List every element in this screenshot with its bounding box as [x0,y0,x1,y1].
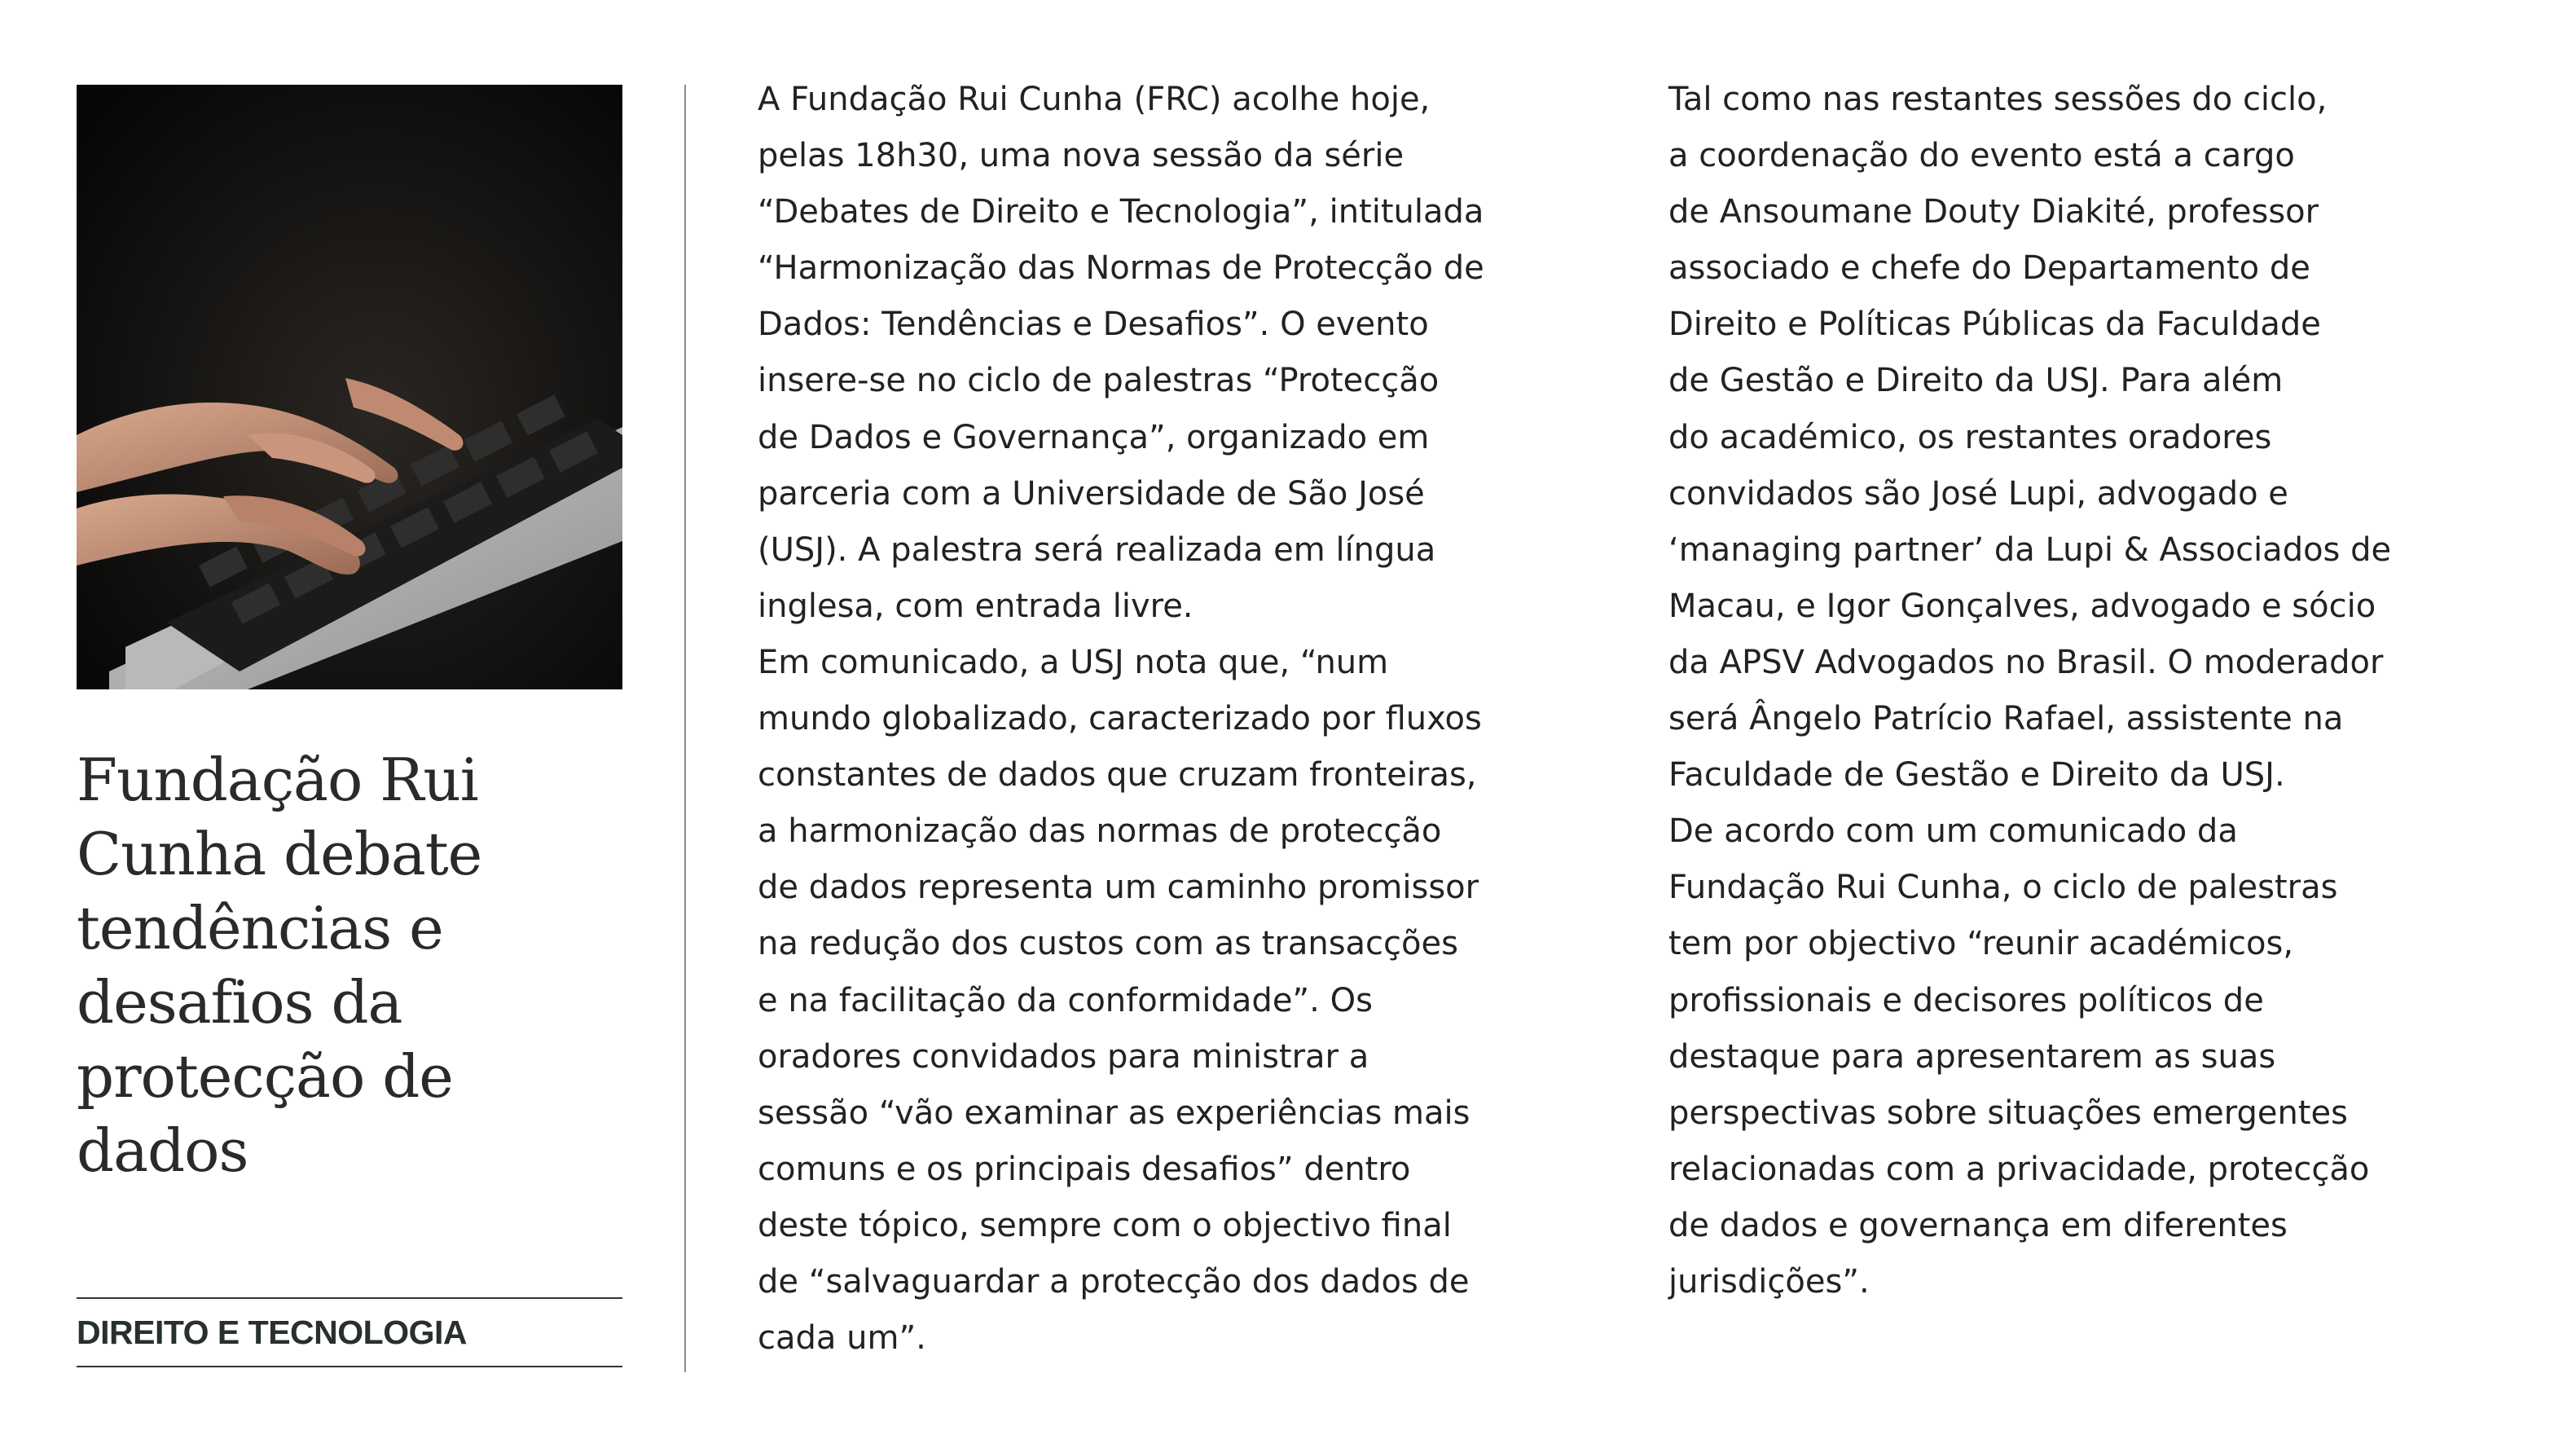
headline-line: de dados [77,1042,453,1185]
text-line: da APSV Advogados no Brasil. O moderador [1668,643,2384,681]
paragraph [1668,803,2391,1310]
text-line: de Dados e Governança”, organizado em [758,418,1430,456]
text-line: destaque para apresentarem as suas [1668,1037,2276,1076]
text-line: convidados são José Lupi, advogado e [1668,474,2288,513]
text-line: “Harmonização das Normas de Protecção de [758,249,1484,288]
text-line: parceria com a Universidade de São José [758,474,1425,513]
text-line: inglesa, com entrada livre. [758,587,1193,625]
text-line: perspectivas sobre situações emergentes [1668,1094,2348,1132]
headline [77,743,598,1188]
text-line: mundo globalizado, caracterizado por fluxos [758,700,1482,738]
text-line: associado e chefe do Departamento de [1668,249,2310,288]
text-line: será Ângelo Patrício Rafael, assistente na [1668,700,2344,738]
paragraph [758,635,1484,1367]
body-column-2 [758,72,1484,1367]
headline-line: tendências [77,894,392,962]
text-line: na redução dos custos com as transacções [758,925,1458,963]
text-line: ‘managing partner’ da Lupi & Associados de [1668,530,2392,569]
text-line: deste tópico, sempre com o objectivo final [758,1206,1452,1244]
text-line: Macau, e Igor Gonçalves, advogado e sócio [1668,587,2376,625]
text-line: Tal como nas restantes sessões do ciclo, [1668,81,2328,118]
text-line: A Fundação Rui Cunha (FRC) acolhe hoje, [758,81,1431,118]
headline-line: debate [284,820,482,888]
paragraph [758,72,1484,635]
section-label: DIREITO E TECNOLOGIA [77,1314,467,1351]
column-divider [684,85,686,1372]
text-line: de dados representa um caminho promissor [758,869,1479,907]
text-line: de Ansoumane Douty Diakité, professor [1668,193,2319,231]
laptop-typing-photo-icon [77,85,622,689]
text-line: comuns e os principais desafios” dentro [758,1150,1411,1188]
section-rule-bottom [77,1366,622,1367]
text-line: Faculdade de Gestão e Direito da USJ. [1668,756,2285,795]
headline-line: Fundação [77,746,363,814]
text-line: de Gestão e Direito da USJ. Para além [1668,362,2284,400]
body-column-3 [1668,72,2391,1310]
text-line: Dados: Tendências e Desafios”. O evento [758,306,1429,344]
article-photo [77,85,622,689]
text-line: e na facilitação da conformidade”. Os [758,981,1373,1019]
text-line: Direito e Políticas Públicas da Faculdade [1668,306,2321,344]
text-line: do académico, os restantes oradores [1668,418,2272,456]
headline-line: Rui Cunha [77,746,478,888]
text-line: sessão “vão examinar as experiências mais [758,1094,1470,1132]
text-line: de “salvaguardar a protecção dos dados de [758,1262,1470,1301]
text-line: pelas 18h30, uma nova sessão da série [758,137,1404,175]
text-line: de dados e governança em diferentes [1668,1206,2288,1244]
text-line: Em comunicado, a USJ nota que, “num [758,643,1389,681]
text-line: a harmonização das normas de protecção [758,812,1442,851]
section-rule-top [77,1297,622,1299]
text-line: “Debates de Direito e Tecnologia”, intitulada [758,193,1484,231]
text-line: tem por objectivo “reunir académicos, [1668,925,2294,963]
paragraph [1668,72,2391,803]
text-line: De acordo com um comunicado da [1668,812,2238,851]
text-line: profissionais e decisores políticos de [1668,981,2264,1019]
headline-line: da protecção [77,968,402,1111]
text-line: constantes de dados que cruzam fronteiras, [758,756,1477,795]
text-line: Fundação Rui Cunha, o ciclo de palestras [1668,869,2338,907]
text-line: a coordenação do evento está a cargo [1668,137,2295,175]
text-line: cada um”. [758,1319,926,1358]
text-line: relacionadas com a privacidade, protecção [1668,1150,2370,1188]
headline-line: e desafios [77,894,443,1037]
text-line: (USJ). A palestra será realizada em língua [758,530,1436,569]
text-line: insere-se no ciclo de palestras “Protecção [758,362,1440,400]
text-line: jurisdições”. [1668,1262,1870,1301]
text-line: oradores convidados para ministrar a [758,1037,1369,1076]
